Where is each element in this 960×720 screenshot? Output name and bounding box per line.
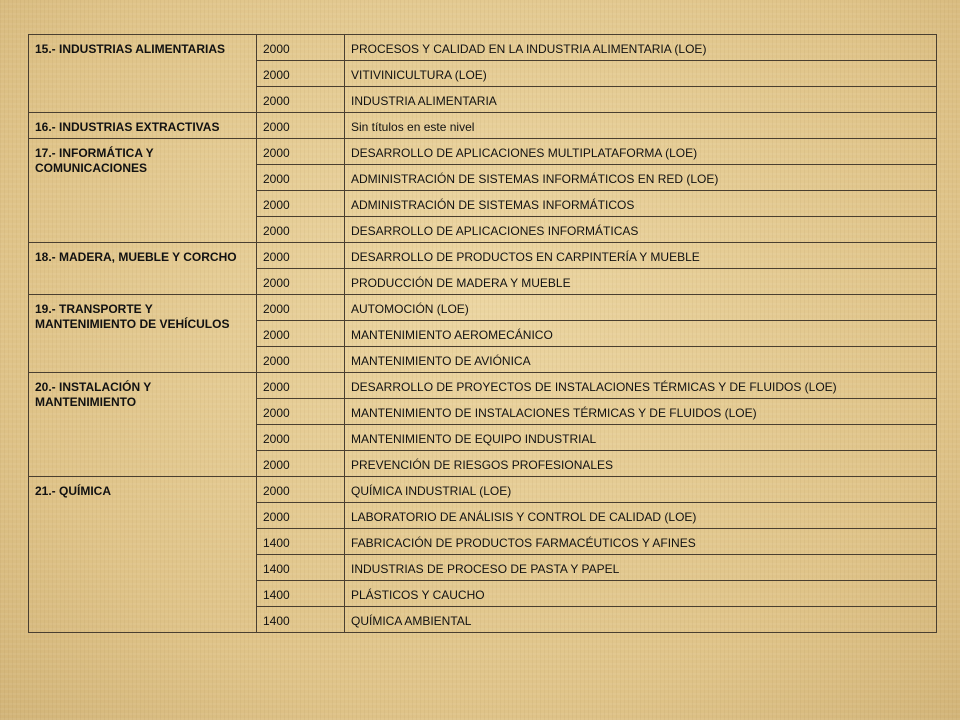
title-cell: DESARROLLO DE APLICACIONES MULTIPLATAFORMA (LOE) (345, 139, 937, 165)
hours-cell: 2000 (257, 503, 345, 529)
hours-cell: 2000 (257, 373, 345, 399)
hours-cell: 2000 (257, 165, 345, 191)
title-cell: Sin títulos en este nivel (345, 113, 937, 139)
title-cell: PRODUCCIÓN DE MADERA Y MUEBLE (345, 269, 937, 295)
hours-cell: 2000 (257, 425, 345, 451)
title-cell: LABORATORIO DE ANÁLISIS Y CONTROL DE CALIDAD (LOE) (345, 503, 937, 529)
hours-cell: 2000 (257, 295, 345, 321)
hours-cell: 2000 (257, 399, 345, 425)
title-cell: QUÍMICA AMBIENTAL (345, 607, 937, 633)
title-cell: PROCESOS Y CALIDAD EN LA INDUSTRIA ALIMENTARIA (LOE) (345, 35, 937, 61)
title-cell: QUÍMICA INDUSTRIAL (LOE) (345, 477, 937, 503)
hours-cell: 2000 (257, 139, 345, 165)
family-cell: 20.- INSTALACIÓN Y MANTENIMIENTO (29, 373, 257, 477)
title-cell: DESARROLLO DE PROYECTOS DE INSTALACIONES TÉRMICAS Y DE FLUIDOS (LOE) (345, 373, 937, 399)
table-row (29, 243, 937, 269)
table-row (29, 373, 937, 399)
family-cell: 15.- INDUSTRIAS ALIMENTARIAS (29, 35, 257, 113)
hours-cell: 2000 (257, 87, 345, 113)
title-cell: PLÁSTICOS Y CAUCHO (345, 581, 937, 607)
titles-table (28, 34, 937, 633)
hours-cell: 2000 (257, 451, 345, 477)
hours-cell: 2000 (257, 347, 345, 373)
family-cell: 17.- INFORMÁTICA Y COMUNICACIONES (29, 139, 257, 243)
title-cell: MANTENIMIENTO AEROMECÁNICO (345, 321, 937, 347)
hours-cell: 1400 (257, 581, 345, 607)
table-row (29, 113, 937, 139)
title-cell: ADMINISTRACIÓN DE SISTEMAS INFORMÁTICOS EN RED (LOE) (345, 165, 937, 191)
hours-cell: 2000 (257, 35, 345, 61)
table-body (29, 35, 937, 633)
title-cell: VITIVINICULTURA (LOE) (345, 61, 937, 87)
title-cell: INDUSTRIAS DE PROCESO DE PASTA Y PAPEL (345, 555, 937, 581)
title-cell: DESARROLLO DE PRODUCTOS EN CARPINTERÍA Y MUEBLE (345, 243, 937, 269)
title-cell: INDUSTRIA ALIMENTARIA (345, 87, 937, 113)
hours-cell: 2000 (257, 191, 345, 217)
hours-cell: 1400 (257, 555, 345, 581)
hours-cell: 2000 (257, 269, 345, 295)
family-cell: 18.- MADERA, MUEBLE Y CORCHO (29, 243, 257, 295)
family-cell: 21.- QUÍMICA (29, 477, 257, 633)
table-row (29, 295, 937, 321)
hours-cell: 2000 (257, 113, 345, 139)
hours-cell: 1400 (257, 607, 345, 633)
title-cell: DESARROLLO DE APLICACIONES INFORMÁTICAS (345, 217, 937, 243)
hours-cell: 2000 (257, 61, 345, 87)
title-cell: PREVENCIÓN DE RIESGOS PROFESIONALES (345, 451, 937, 477)
table-row (29, 139, 937, 165)
hours-cell: 1400 (257, 529, 345, 555)
title-cell: MANTENIMIENTO DE EQUIPO INDUSTRIAL (345, 425, 937, 451)
family-cell: 19.- TRANSPORTE Y MANTENIMIENTO DE VEHÍCULOS (29, 295, 257, 373)
family-cell: 16.- INDUSTRIAS EXTRACTIVAS (29, 113, 257, 139)
title-cell: AUTOMOCIÓN (LOE) (345, 295, 937, 321)
table-row (29, 477, 937, 503)
hours-cell: 2000 (257, 477, 345, 503)
hours-cell: 2000 (257, 243, 345, 269)
title-cell: FABRICACIÓN DE PRODUCTOS FARMACÉUTICOS Y AFINES (345, 529, 937, 555)
title-cell: MANTENIMIENTO DE AVIÓNICA (345, 347, 937, 373)
title-cell: ADMINISTRACIÓN DE SISTEMAS INFORMÁTICOS (345, 191, 937, 217)
table-row (29, 35, 937, 61)
title-cell: MANTENIMIENTO DE INSTALACIONES TÉRMICAS Y DE FLUIDOS (LOE) (345, 399, 937, 425)
hours-cell: 2000 (257, 217, 345, 243)
hours-cell: 2000 (257, 321, 345, 347)
